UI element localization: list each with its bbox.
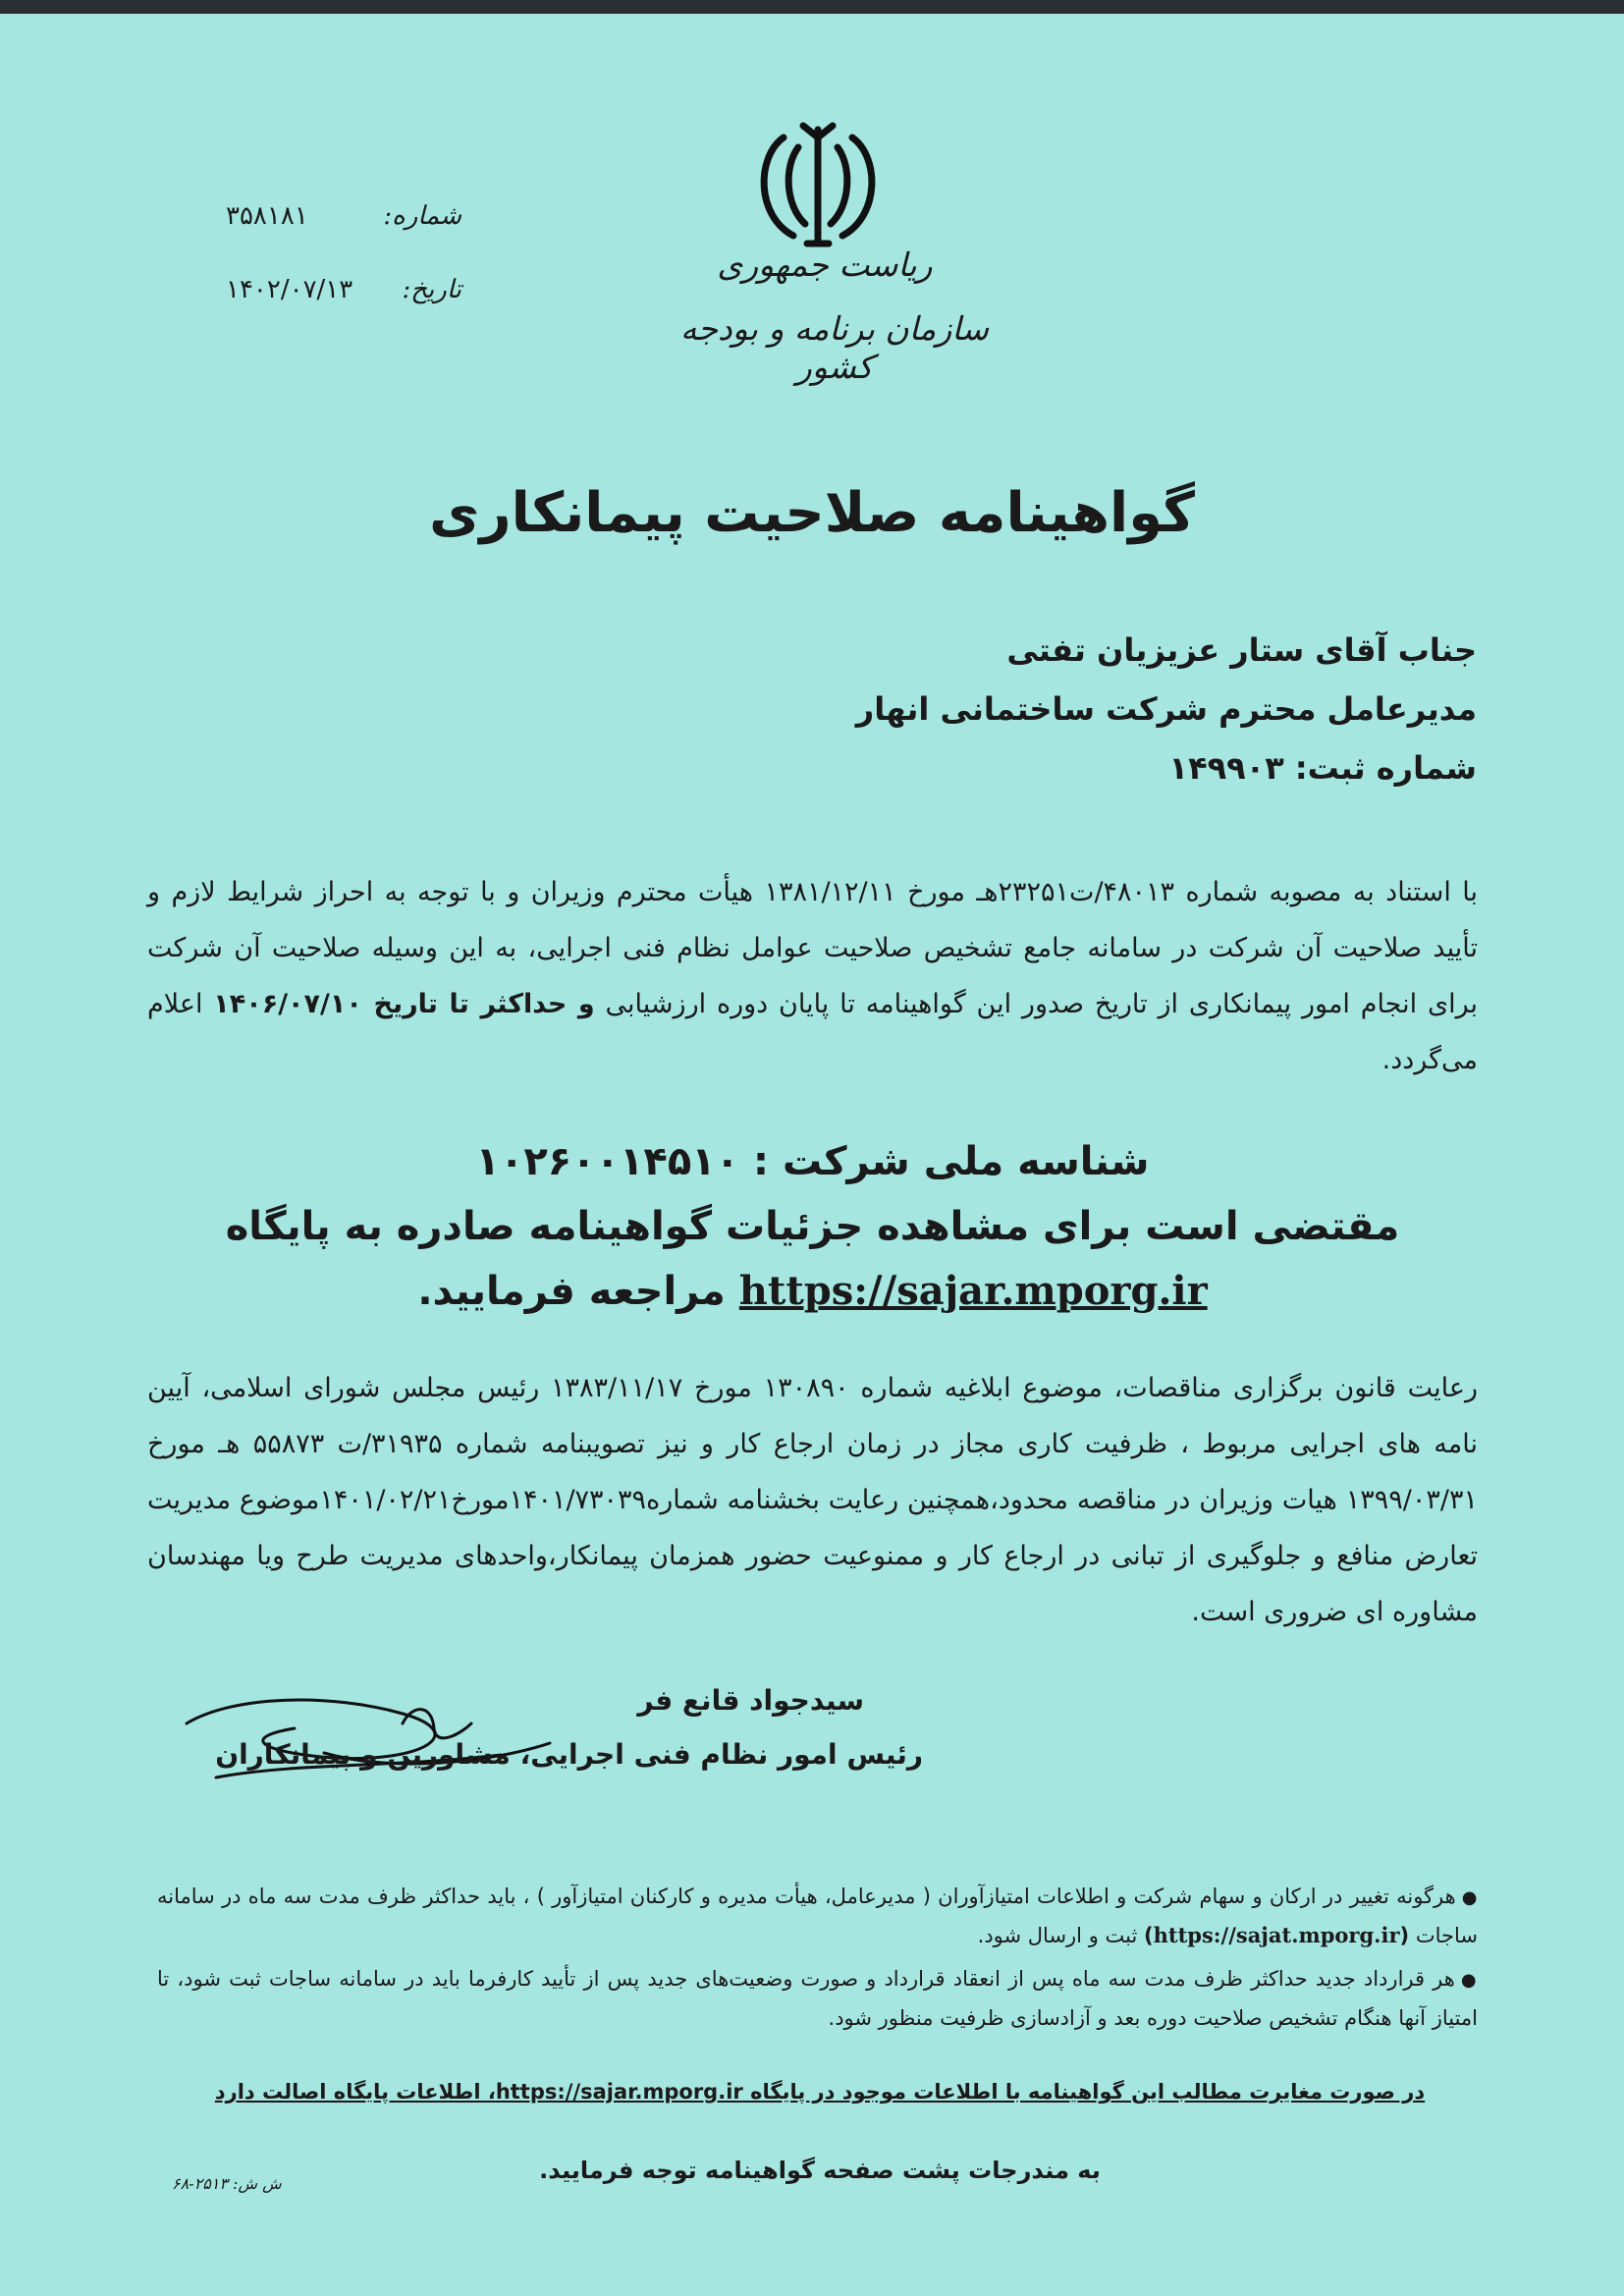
national-id-block bbox=[147, 1129, 1478, 1324]
footnote-2 bbox=[157, 1960, 1478, 2037]
letter-date-row bbox=[216, 270, 461, 309]
discrepancy-warning: در صورت مغایرت مطالب این گواهینامه با اطلاعات موجود در پایگاه https://sajar.mporg.ir، اطلاعات پایگاه اصالت دارد bbox=[214, 2080, 1426, 2104]
signature-block bbox=[177, 1684, 923, 1802]
registration-number: شماره ثبت: ۱۴۹۹۰۳ bbox=[1168, 749, 1477, 787]
letter-date-value: ۱۴۰۲/۰۷/۱۳ bbox=[226, 275, 353, 304]
compliance-paragraph: رعایت قانون برگزاری مناقصات، موضوع ابلاغیه شماره ۱۳۰۸۹۰ مورخ ۱۳۸۳/۱۱/۱۷ رئیس مجلس شورای اسلامی، آیین نامه های اجرایی مربوط ، ظرفیت کاری مجاز در زمان ارجاع کار و نیز تصویبنامه شماره ۳۱۹۳۵/ت ۵۵۸۷۳ هـ مورخ ۱۳۹۹/۰۳/۳۱ هیات وزیران در مناقصه محدود،همچنین رعایت بخشنامه شماره۱۴۰۱/۷۳۰۳۹مورخ۱۴۰۱/۰۲/۲۱موضوع مدیریت تعارض منافع و جلوگیری از تبانی در ارجاع کار و ممنوعیت حضور همزمان پیمانکار،واحدهای مدیریت طرح ویا مهندسان مشاوره ای ضروری است. bbox=[147, 1373, 1478, 1627]
validity-date: و حداکثر تا تاریخ ۱۴۰۶/۰۷/۱۰ bbox=[213, 989, 595, 1019]
footnote-2-text: هر قرارداد جدید حداکثر ظرف مدت سه ماه پس از انعقاد قرارداد و صورت وضعیت‌های جدید پس از تأیید کارفرما باید در سامانه ساجات ثبت شود، تا امتیاز آنها هنگام تشخیص صلاحیت دوره بعد و آزادسازی ظرفیت منظور شود. bbox=[157, 1967, 1478, 2030]
scan-top-edge bbox=[0, 0, 1624, 14]
footnotes bbox=[157, 1878, 1478, 2043]
organization-title: سازمان برنامه و بودجه کشور bbox=[679, 309, 990, 386]
footnote-1 bbox=[157, 1878, 1478, 1954]
backpage-notice: به مندرجات پشت صفحه گواهینامه توجه فرمایید. bbox=[539, 2157, 1101, 2184]
letter-number-row bbox=[216, 196, 461, 236]
portal-line bbox=[147, 1259, 1478, 1324]
addressee-name: جناب آقای ستار عزیزیان تفتی bbox=[1006, 631, 1477, 669]
addressee-block bbox=[593, 621, 1477, 797]
letter-date-label: تاریخ: bbox=[402, 275, 461, 304]
portal-instruction: مقتضی است برای مشاهده جزئیات گواهینامه صادره به پایگاه bbox=[225, 1204, 1400, 1249]
portal-link[interactable]: https://sajar.mporg.ir bbox=[738, 1268, 1208, 1314]
page-title: گواهینامه صلاحیت پیمانکاری bbox=[429, 481, 1195, 545]
footnote-1-text: هرگونه تغییر در ارکان و سهام شرکت و اطلاعات امتیازآوران ( مدیرعامل، هیأت مدیره و کارکنان امتیازآور ) ، باید حداکثر ظرف مدت سه ماه در سامانه ساجات bbox=[157, 1885, 1478, 1947]
iran-emblem-icon bbox=[744, 108, 892, 255]
portal-suffix: مراجعه فرمایید. bbox=[417, 1269, 726, 1314]
sajat-link-wrapper: (https://sajat.mporg.ir) bbox=[1144, 1923, 1410, 1947]
certificate-paragraph-text: با استناد به مصوبه شماره ۴۸۰۱۳/ت۲۳۲۵۱هـ مورخ ۱۳۸۱/۱۲/۱۱ هیأت محترم وزیران و با توجه به احراز شرایط لازم و تأیید صلاحیت آن شرکت در سامانه جامع تشخیص صلاحیت عوامل نظام فنی اجرایی، به این وسیله صلاحیت آن شرکت برای انجام امور پیمانکاری از تاریخ صدور این گواهینامه تا پایان دوره ارزشیابی bbox=[147, 877, 1478, 1019]
addressee-position: مدیرعامل محترم شرکت ساختمانی انهار bbox=[855, 690, 1477, 728]
form-code: ش ش: ۲۵۱۳-۶۸ bbox=[172, 2174, 282, 2193]
sajat-link[interactable]: https://sajat.mporg.ir bbox=[1153, 1923, 1400, 1947]
signatory-title: رئیس امور نظام فنی اجرایی، مشاورین و پیمانکاران bbox=[215, 1738, 923, 1771]
certificate-paragraph bbox=[147, 864, 1478, 1088]
letter-number-value: ۳۵۸۱۸۱ bbox=[226, 201, 308, 231]
bullet-icon: ● bbox=[1461, 1887, 1478, 1908]
footnote-1-end: ثبت و ارسال شود. bbox=[977, 1924, 1138, 1947]
letter-number-label: شماره: bbox=[383, 201, 461, 231]
national-id: شناسه ملی شرکت : ۱۰۲۶۰۰۱۴۵۱۰ bbox=[475, 1139, 1150, 1184]
signatory-name: سیدجواد قانع فر bbox=[637, 1684, 864, 1717]
bullet-icon: ● bbox=[1460, 1970, 1478, 1991]
certificate-paragraph-end: اعلام می‌گردد. bbox=[147, 989, 1478, 1075]
presidency-title: ریاست جمهوری bbox=[717, 246, 933, 284]
